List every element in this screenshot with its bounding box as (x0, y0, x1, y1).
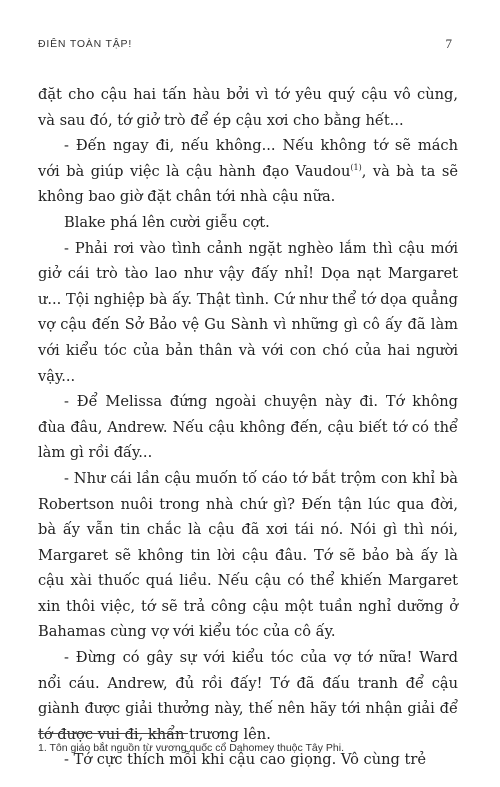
body-text (38, 82, 458, 773)
paragraph-text: - Đến ngay đi, nếu không... Nếu không tớ sẽ mách với bà giúp việc là cậu hành đạo Vaudou (38, 137, 458, 180)
footnote-divider (38, 733, 188, 734)
paragraph (38, 133, 458, 210)
footnote-marker: (1) (350, 162, 362, 172)
page-number: 7 (445, 36, 452, 51)
paragraph: - Phải rơi vào tình cảnh ngặt nghèo lắm thì cậu mới giở cái trò tào lao như vậy đấy nhỉ! Dọa nạt Margaret ư... Tội nghiệp bà ấy. Thật tình. Cứ như thể tớ dọa quẳng vợ cậu đến Sở Bảo vệ Gu Sành vì những gì cô ấy đã làm với kiểu tóc của bản thân và với con chó của hai người vậy... (38, 239, 458, 385)
paragraph: - Như cái lần cậu muốn tố cáo tớ bắt trộm con khỉ bà Robertson nuôi trong nhà chứ gì? Đến tận lúc qua đời, bà ấy vẫn tin chắc là cậu đã xơi tái nó. Nói gì thì nói, Margaret sẽ không tin lời cậu đâu. Tớ sẽ bảo bà ấy là cậu xài thuốc quá liều. Nếu cậu có thể khiến Margaret xin thôi việc, tớ sẽ trả công cậu một tuần nghỉ dưỡng ở Bahamas cùng vợ với kiểu tóc của cô ấy. (38, 469, 458, 641)
paragraph: - Đừng có gây sự với kiểu tóc của vợ tớ nữa! Ward nổi cáu. Andrew, đủ rồi đấy! Tớ đã đấu tranh để cậu giành được giải thưởng này, thế nên hãy tới nhận giải để tớ được vui đi, khẩn trương lên. (38, 649, 458, 743)
paragraph: - Tớ cực thích mỗi khi cậu cao giọng. Vô cùng trẻ (64, 751, 426, 769)
paragraph: Blake phá lên cười giễu cợt. (64, 213, 270, 231)
footnote: 1. Tôn giáo bắt nguồn từ vương quốc cổ Dahomey thuộc Tây Phi. (38, 742, 344, 754)
paragraph: - Để Melissa đứng ngoài chuyện này đi. Tớ không đùa đâu, Andrew. Nếu cậu không đến, cậu biết tớ có thể làm gì rồi đấy... (38, 393, 458, 462)
running-title: ĐIÊN TOÀN TẬP! (38, 38, 133, 50)
paragraph: đặt cho cậu hai tấn hàu bởi vì tớ yêu quý cậu vô cùng, và sau đó, tớ giở trò để ép cậu xơi cho bằng hết... (38, 86, 458, 129)
paragraph-text: , và bà ta sẽ không bao giờ đặt chân tới nhà cậu nữa. (38, 162, 458, 206)
